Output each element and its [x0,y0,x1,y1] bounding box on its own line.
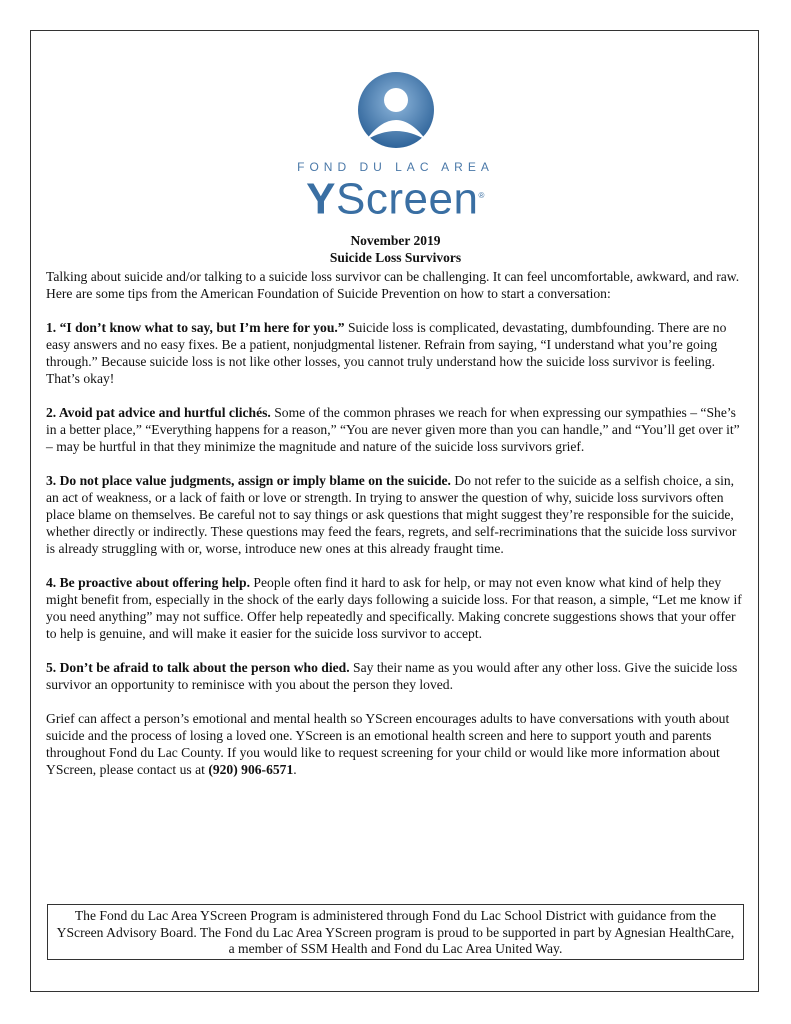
tip-5-title: 5. Don’t be afraid to talk about the person who died. [46,660,350,675]
closing-paragraph [46,710,746,778]
registered-mark: ® [478,191,485,200]
logo-y: Y [306,174,337,224]
tip-3-title: 3. Do not place value judgments, assign or imply blame on the suicide. [46,473,451,488]
contact-phone: (920) 906-6571 [208,762,294,777]
tip-1 [46,319,746,387]
heading-title: Suicide Loss Survivors [329,250,462,265]
closing-end: . [293,762,297,777]
tip-5-body: Say their name as you would after any other loss. Give the suicide loss survivor an opportunity to reminisce with you about the person they loved. [46,660,738,692]
yscreen-logo [270,70,521,224]
footer-box [47,904,744,960]
tip-3-body: Do not refer to the suicide as a selfish choice, a sin, an act of weakness, or a lack of faith or love or strength. In trying to answer the question of why, suicide loss survivors often place blame on themselves. Be careful not to say things or ask questions that might suggest they’re responsible for the suicide, whether directly or indirectly. These questions may feed the fears, regrets, and self-recriminations that the suicide loss survivor is already struggling with or, worse, introduce new ones at this already fraught time. [46,473,737,556]
tip-5 [46,659,746,693]
tip-2-title: 2. Avoid pat advice and hurtful clichés. [46,405,271,420]
closing-text: Grief can affect a person’s emotional and mental health so YScreen encourages adults to have conversations with youth about suicide and the process of losing a loved one. YScreen is an emotional health screen and here to support youth and parents throughout Fond du Lac County. If you would like to request screening for your child or would like more information about YScreen, please contact us at [46,711,730,777]
tip-4-title: 4. Be proactive about offering help. [46,575,251,590]
tip-3 [46,472,746,557]
logo-wordmark [270,174,521,222]
tip-1-title: 1. “I don’t know what to say, but I’m here for you.” [46,320,345,335]
person-circle-icon [356,70,436,150]
logo-subtitle: FOND DU LAC AREA [297,160,494,174]
tip-2 [46,404,746,455]
intro-paragraph: Talking about suicide and/or talking to a suicide loss survivor can be challenging. It can feel uncomfortable, awkward, and raw. Here are some tips from the American Foundation of Suicide Prevention on how to start a conversation: [46,269,740,301]
logo-screen: Screen [336,174,479,224]
tip-2-body: Some of the common phrases we reach for when expressing our sympathies – “She’s in a better place,” “Everything happens for a reason,” “You are never given more than you can handle,” and “You’ll get over it” – may be hurtful in that they minimize the magnitude and nature of the suicide loss survivors grief. [46,405,740,454]
tip-4-body: People often find it hard to ask for help, or may not even know what kind of help they might benefit from, especially in the shock of the early days following a suicide loss. For that reason, a simple, “Let me know if you need anything” may not suffice. Offer help repeatedly and specifically. Making concrete suggestions shows that your offer to help is genuine, and will make it easier for the suicide loss survivor to accept. [46,575,742,641]
tip-4 [46,574,746,642]
document-body [46,268,746,795]
document-heading [0,232,791,266]
heading-date: November 2019 [350,233,441,248]
tip-1-body: Suicide loss is complicated, devastating, dumbfounding. There are no easy answers and no easy fixes. Be a patient, nonjudgmental listener. Refrain from saying, “I understand what you’re going through.” Because suicide loss is not like other losses, you cannot truly understand how the suicide loss survivor is feeling. That’s okay! [46,320,727,386]
footer-text: The Fond du Lac Area YScreen Program is administered through Fond du Lac School District with guidance from the YScreen Advisory Board. The Fond du Lac Area YScreen program is proud to be supported in part by Agnesian HealthCare, a member of SSM Health and Fond du Lac Area United Way. [56,908,735,956]
